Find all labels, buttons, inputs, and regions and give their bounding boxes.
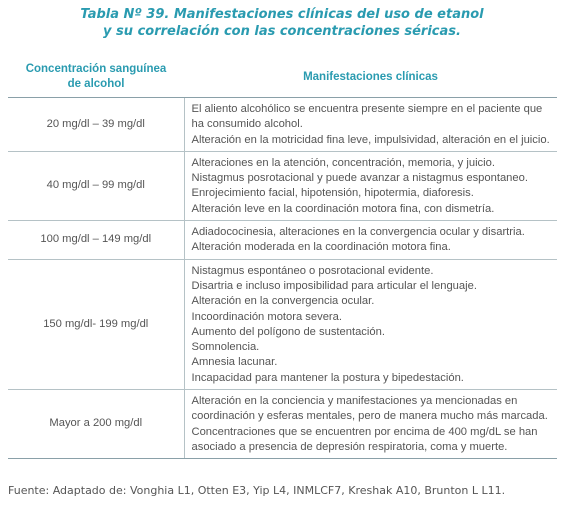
concentration-cell: Mayor a 200 mg/dl: [8, 390, 184, 459]
manifestation-line: Alteración moderada en la coordinación motora fina.: [191, 241, 451, 254]
title-line-1: Tabla Nº 39. Manifestaciones clínicas del uso de etanol: [80, 7, 484, 22]
manifestations-cell: [184, 98, 557, 152]
table-row: [8, 259, 557, 389]
manifestation-line: Nistagmus posrotacional y puede avanzar a nistagmus espontaneo.: [191, 172, 528, 185]
manifestation-line: Alteración en la convergencia ocular.: [191, 295, 375, 308]
manifestations-cell: [184, 390, 557, 459]
header-concentration: [8, 57, 184, 98]
manifestation-line: Incapacidad para mantener la postura y bipedestación.: [191, 371, 464, 384]
manifestation-line: Enrojecimiento facial, hipotensión, hipotermia, diaforesis.: [191, 187, 474, 200]
manifestation-line: Concentraciones que se encuentren por encima de 400 mg/dL se han: [191, 425, 538, 438]
table-body: [8, 98, 557, 459]
concentration-cell: 40 mg/dl – 99 mg/dl: [8, 151, 184, 220]
title-line-2: y su correlación con las concentraciones séricas.: [103, 24, 461, 39]
manifestation-line: Aumento del polígono de sustentación.: [191, 325, 385, 338]
manifestation-line: Alteración en la motricidad fina leve, impulsividad, alteración en el juicio.: [191, 133, 550, 146]
concentration-cell: 150 mg/dl- 199 mg/dl: [8, 259, 184, 389]
table-row: [8, 390, 557, 459]
manifestation-line: Amnesia lacunar.: [191, 356, 278, 369]
manifestation-line: Disartria e incluso imposibilidad para articular el lenguaje.: [191, 279, 477, 292]
concentration-cell: 100 mg/dl – 149 mg/dl: [8, 221, 184, 260]
manifestation-line: coordinación y esferas mentales, pero de manera mucho más marcada.: [191, 410, 548, 423]
manifestation-line: Somnolencia.: [191, 341, 260, 354]
clinical-manifestations-table: [8, 57, 557, 459]
manifestations-cell: [184, 221, 557, 260]
manifestation-line: Incoordinación motora severa.: [191, 310, 342, 323]
concentration-cell: 20 mg/dl – 39 mg/dl: [8, 98, 184, 152]
header-concentration-line-1: Concentración sanguínea: [25, 63, 167, 75]
table-header-row: [8, 57, 557, 98]
header-concentration-line-2: de alcohol: [67, 78, 125, 90]
manifestation-line: Alteración en la conciencia y manifestaciones ya mencionadas en: [191, 395, 518, 408]
manifestation-line: Nistagmus espontáneo o posrotacional evidente.: [191, 264, 434, 277]
manifestation-line: El aliento alcohólico se encuentra presente siempre en el paciente que: [191, 103, 543, 115]
table-title: [0, 6, 564, 40]
manifestation-line: ha consumido alcohol.: [191, 118, 303, 131]
manifestation-line: Adiadococinesia, alteraciones en la convergencia ocular y disartria.: [191, 226, 525, 239]
manifestation-line: Alteración leve en la coordinación motora fina, con dismetría.: [191, 202, 495, 215]
manifestation-line: asociado a presencia de depresión respiratoria, coma y muerte.: [191, 440, 508, 453]
table-row: [8, 221, 557, 260]
table-row: [8, 98, 557, 152]
manifestations-cell: [184, 151, 557, 220]
source-note: Fuente: Adaptado de: Vonghia L1, Otten E3, Yip L4, INMLCF7, Kreshak A10, Brunton L L11.: [8, 484, 506, 497]
table-row: [8, 151, 557, 220]
header-manifestations: Manifestaciones clínicas: [184, 57, 557, 98]
manifestations-cell: [184, 259, 557, 389]
manifestation-line: Alteraciones en la atención, concentración, memoria, y juicio.: [191, 156, 495, 169]
